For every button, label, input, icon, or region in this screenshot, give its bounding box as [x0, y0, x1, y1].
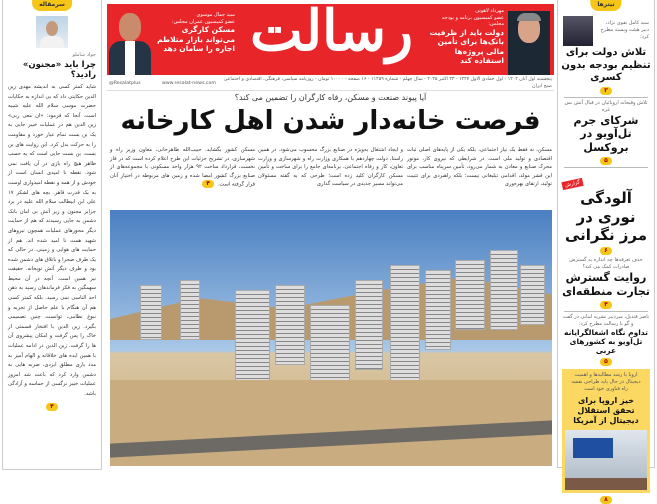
right-portrait [508, 11, 550, 75]
main-page-ref[interactable]: ۴ [202, 180, 214, 188]
headlines-column: تیترها سید کامل تقوی نژاد، دبیر هیئت ویسته مطرح کرد: تلاش دولت برای تنظیم بودجه بدون کسری ۳ تلاش وقیحانه اروپائیان در قبال آتش بس غزه شرکای جرم تل‌آویو در بروکسل ۵ گزارش آلودگی نوری در مرز نگرانی ۶ حذف تعرفه‌ها چه اندازه به گسترش صادرات کمک می کند؟ روایت گسترش تجارت منطقه‌ای ۴ ناصر قندیل، سردبیر نشریه لبنانی در گفت و گو با رسالت مطرح کرد: تداوم نگاه اشغالگرایانه تل‌آویو به کشورهای عربی ۵ اروپا با رشد مطالبه‌ها و اهمیت دیجیتال در حال پایه طراحی نقشه راه فناوری خود است خیز اروپا برای تحقق استقلال دیجیتال از آمریکا ۸ [557, 0, 655, 468]
item-photo [563, 16, 593, 46]
author-name: جواد شاملو [72, 52, 96, 58]
headline-item: خیز اروپا برای تحقق استقلال دیجیتال از آمریکا [573, 395, 639, 425]
headline-item[interactable]: روایت گسترش تجارت منطقه‌ای [562, 271, 650, 298]
editorial-title[interactable]: چرا باید «مجنون» رادید؟ [22, 60, 96, 80]
right-story[interactable]: مهرداد لاهوتی عضو کمیسیون برنامه و بودجه مجلس: دولت باید از ظرفیت بانک‌ها برای تأمین مالی پروژه‌ها استفاده کند [429, 8, 504, 65]
lead-col-3: مسکن کشور بگشاید. حبیب‌الله طاهرخانی، معاون وزیر راه و شهرسازی، در تشریح جزئیات این طرح اعلام کرده است که در فاز نخست، قرارداد ساخت ۹۲ هزار واحد مسکونی با مجموعه‌های از صنایع بزرگ کشور امضا شده و زمین های مربوطه در اختیار آنان قرار گرفته است. ۴ [110, 147, 255, 188]
headline-item[interactable]: آلودگی نوری در مرز نگرانی [564, 188, 648, 245]
page-ref[interactable]: ۴ [46, 403, 58, 411]
left-story-headline: مسکن کارگری می‌تواند بازار متلاطم اجاره را سامان دهد [157, 25, 235, 53]
main-kicker: آیا پیوند صنعت و مسکن، رفاه کارگران را تضمین می کند؟ [234, 93, 427, 102]
headlines-tag: تیترها [590, 0, 621, 11]
masthead [107, 4, 554, 75]
eu-flags-photo [565, 430, 647, 490]
editorial-tag: سرمقاله [32, 0, 72, 11]
website-link[interactable]: www.resalat-news.com [162, 81, 216, 86]
featured-box[interactable]: اروپا با رشد مطالبه‌ها و اهمیت دیجیتال در حال پایه طراحی نقشه راه فناوری خود است خیز اروپا برای تحقق استقلال دیجیتال از آمریکا [562, 369, 650, 493]
headline-item[interactable]: شرکای جرم تل‌آویو در بروکسل [573, 113, 639, 154]
housing-complex-photo [110, 210, 552, 466]
headline-item[interactable]: تداوم نگاه اشغالگرایانه تل‌آویو به کشورهای عربی [564, 327, 648, 356]
issue-info: پنجشنبه اول آبان ۱۴۰۴ - اول جمادی الاول ۱۴۴۷ - ۲۳ اکتبر ۲۰۲۵ - سال چهلم - شماره ۱۱۴۵۹ - ۱۶ صفحه - ۱۰۰۰۰ تومان - روزنامه سیاسی، فرهنگی، اقتصادی و اجتماعی صبح ایران [223, 77, 552, 89]
editorial-column [2, 0, 102, 470]
left-story[interactable]: سید جمال موسوی عضو کمیسیون عمران مجلس: مسکن کارگری می‌تواند بازار متلاطم اجاره را سامان دهد [157, 12, 235, 53]
right-story-headline: دولت باید از ظرفیت بانک‌ها برای تأمین مالی پروژه‌ها استفاده کند [429, 27, 504, 65]
date-bar [107, 76, 554, 91]
social-handle[interactable]: @Resalatplus [109, 81, 141, 86]
lead-col-2: و ایجاد اشتغال به‌ویژه در صنایع بزرگ محسوب می‌شود. در همین راستا، دولت چهاردهم با همکاری وزارت راه و شهرسازی و وزارت تعاون، کار و رفاه اجتماعی، برنامه‌ای جامع را برای ساخت و تأمین مسکن کارگران کلید زده است؛ طرحی که به گفته مسئولان می‌تواند مسیر جدیدی در سیاست گذاری [258, 147, 403, 188]
author-photo [36, 16, 68, 48]
headline-item[interactable]: تلاش دولت برای تنظیم بودجه بدون کسری [561, 47, 651, 83]
left-portrait [109, 11, 151, 75]
editorial-body: شاید کمتر کسی به اندیشه مهدی زین الدین حکایتی داد که بی اندازه به حکایات حضرت موسی سلام الله علیه شبیه است. آنجا که فرمود: «ان معی ربی» زین الدین هم در عملیات خیبر جایی به یک بن بست تمام عیار خورد و مقاومت را به حرکت بدل کرد. این روایت های بن بست، بن بست جایی است که به حسب ظاهر هیچ راه بازی در آن یافت نمی شود. نقطه نا امیدی انسان است از خودش و از همه و نقطه امیدواری اوست به یک قدرت قاهر. بچه های لشکر ۱۷ علی ابن ابیطالب سلام الله علیه در برد جزایر مجنون و زیر آتش بی امان بانک دشمن به جایی رسیدند که هم از حمایت دیگر محورهای عملیات همچون نیروهای شهید همت نا امید شده اند. هم از حمایت های هوایی و زمینی. در حالی که یک طرف صحرا و باتلاق های دشمن شده بود و طرف دیگر آتش توپخانه. حقیقت نیز همین است. آنچه در آن محیط سهمگین به فکر فرماندهان رسید به ذهن احد الناسی نمی رسید. بلکه کمتر کسی هم آن هنگام با علم حاصل از تجربه و نبوغ نظامی، توانست چنین تصمیمی بگیرد. زین الدین با افتخار قسمتی از خاک را پس گرفت و امکان پیشروی آن ها را گرفت. زین الدین در ادامه عملیات با همین ایده های خلاقانه و الهام آمیز به مدد باری مطلق ایزدی، ضربه هایی به دشمن وارد کرد که باعث شد امروز عملیات خیبر نرگسی از حماسه و آزادگی باشد. [8, 84, 96, 397]
newspaper-logo: رسالت [249, 4, 414, 64]
lead-col-1: مسکن، نه فقط یک نیاز اجتماعی، بلکه یکی از پایه‌های اصلی ثبات اقتصادی و تولید ملی است. در شرایطی که نیروی کار، موتور محرک صنایع و معادن به شمار می‌رود، تأمین سرپناه مناسب برای این قشر مولد، اقدامی تبلیغاتی نیست؛ بلکه راهبردی برای تثبیت تولید، ارتقای بهره‌وری [407, 147, 552, 188]
report-badge: گزارش [561, 178, 583, 190]
main-headline[interactable]: فرصت خانه‌دار شدن اهل کارخانه [120, 106, 541, 136]
